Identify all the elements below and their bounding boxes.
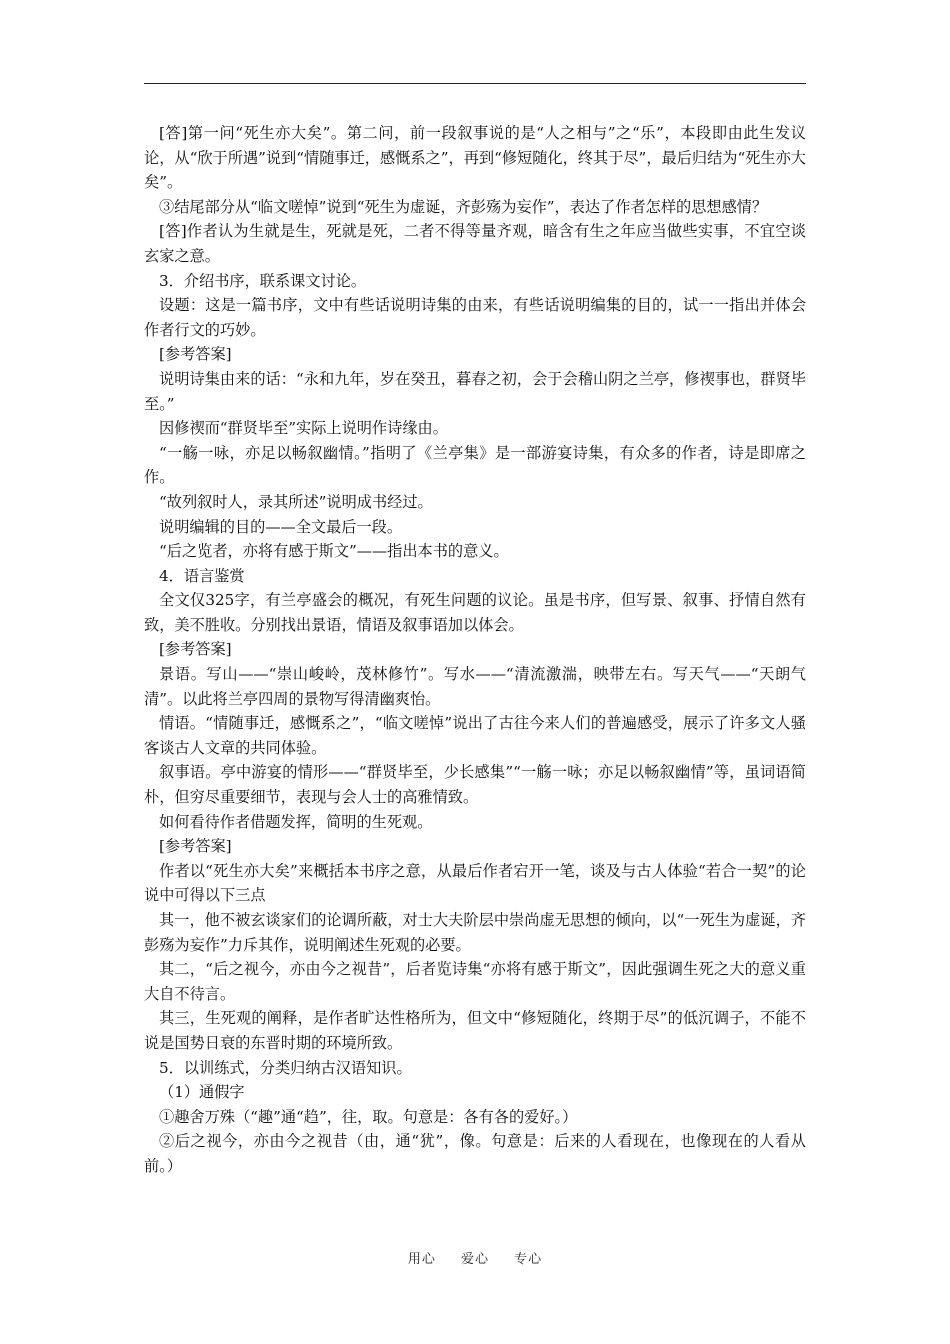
paragraph: 景语。写山——“崇山峻岭，茂林修竹”。写水——“清流激湍，映带左右。写天气——“天朗气清”。以此将兰亭四周的景物写得清幽爽怡。 (144, 665, 806, 708)
paragraph: [参考答案] (159, 640, 232, 659)
paragraph: 5．以训练式，分类归纳古汉语知识。 (159, 1058, 412, 1077)
paragraph: ③结尾部分从“临文嗟悼”说到“死生为虚诞，齐彭殇为妄作”，表达了作者怎样的思想感情？ (159, 197, 768, 216)
paragraph: “故列叙时人，录其所述”说明成书经过。 (159, 492, 433, 511)
paragraph: 情语。“情随事迁，感慨系之”，“临文嗟悼”说出了古往今来人们的普遍感受，展示了许多文人骚客谈古人文章的共同体验。 (144, 714, 806, 757)
paragraph: （1）通假字 (159, 1083, 245, 1102)
paragraph: ②后之视今，亦由今之视昔（由，通“犹”，像。句意是：后来的人看现在，也像现在的人看从前。） (144, 1132, 806, 1175)
paragraph: [答]作者认为生就是生，死就是死，二者不得等量齐观，暗含有生之年应当做些实事，不宜空谈玄家之意。 (144, 222, 806, 265)
paragraph: [参考答案] (159, 837, 232, 856)
paragraph: “后之览者，亦将有感于斯文”——指出本书的意义。 (159, 542, 509, 561)
page-footer: 用心 爱心 专心 (407, 1252, 543, 1267)
paragraph: 全文仅325字，有兰亭盛会的概况，有死生问题的议论。虽是书序，但写景、叙事、抒情自然有致，美不胜收。分别找出景语，情语及叙事语加以体会。 (144, 591, 806, 634)
paragraph: ①趣舍万殊（“趣”通“趋”，往，取。句意是：各有各的爱好。） (159, 1107, 578, 1126)
paragraph: 说明诗集由来的话：“永和九年，岁在癸丑，暮春之初，会于会稽山阴之兰亭，修禊事也，群贤毕至。” (144, 369, 806, 413)
paragraph: 作者以“死生亦大矣”来概括本书序之意，从最后作者宕开一笔，谈及与古人体验“若合一契”的论说中可得以下三点 (144, 861, 806, 905)
paragraph: “一觞一咏，亦足以畅叙幽情。”指明了《兰亭集》是一部游宴诗集，有众多的作者，诗是即席之作。 (144, 443, 806, 487)
paragraph: [答]第一问“死生亦大矣”。第二问，前一段叙事说的是“人之相与”之“乐”，本段即由此生发议论，从“欣于所遇”说到“情随事迁，感慨系之”，再到“修短随化，终其于尽”，最后归结为“死生亦大矣”。 (144, 124, 806, 192)
document-body (144, 121, 806, 1179)
paragraph: [参考答案] (159, 345, 232, 364)
paragraph: 3．介绍书序，联系课文讨论。 (159, 271, 367, 290)
paragraph: 叙事语。亭中游宴的情形——“群贤毕至，少长感集”“一觞一咏；亦足以畅叙幽情”等，虽词语简朴，但穷尽重要细节，表现与会人士的高雅情致。 (144, 763, 806, 807)
paragraph: 设题：这是一篇书序，文中有些话说明诗集的由来，有些话说明编集的目的，试一一指出并体会作者行文的巧妙。 (144, 296, 806, 339)
paragraph: 其三，生死观的阐释，是作者旷达性格所为，但文中“修短随化，终期于尽”的低沉调子，不能不说是国势日衰的东晋时期的环境所致。 (144, 1009, 806, 1052)
paragraph: 其一，他不被玄谈家们的论调所蔽，对士大夫阶层中崇尚虚无思想的倾向，以“一死生为虚诞，齐彭殇为妄作”力斥其作，说明阐述生死观的必要。 (144, 911, 806, 954)
paragraph: 因修禊而“群贤毕至”实际上说明作诗缘由。 (159, 419, 448, 438)
header-rule (144, 83, 806, 84)
paragraph: 4．语言鉴赏 (159, 566, 245, 585)
paragraph: 其二，“后之视今，亦由今之视昔”，后者览诗集“亦将有感于斯文”，因此强调生死之大的意义重大自不待言。 (144, 960, 806, 1003)
paragraph: 如何看待作者借题发挥，简明的生死观。 (159, 812, 433, 831)
paragraph: 说明编辑的目的——全文最后一段。 (159, 517, 402, 536)
